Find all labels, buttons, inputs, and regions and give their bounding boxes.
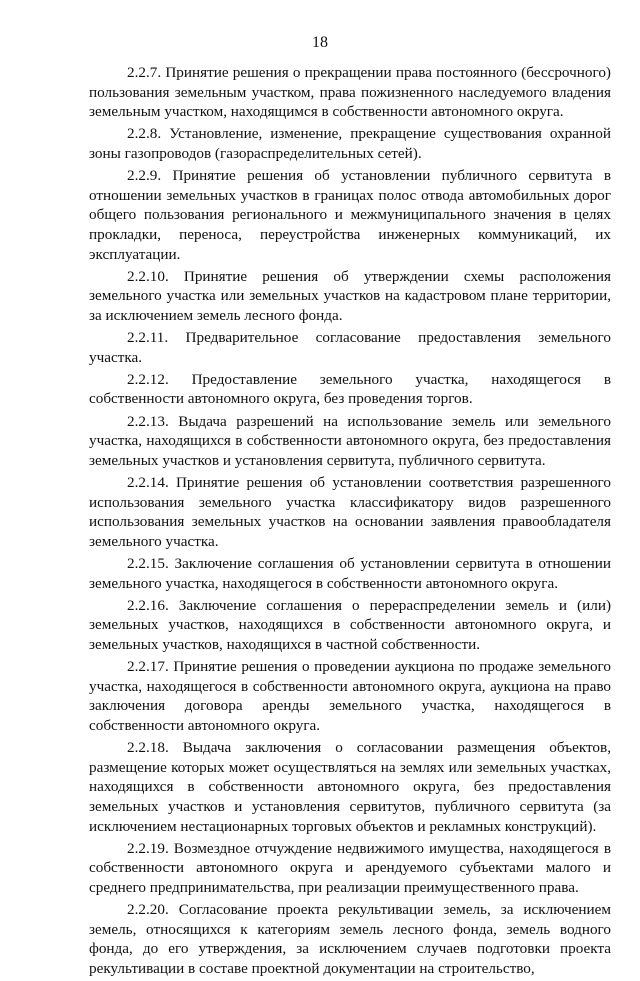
paragraph-2-2-12: 2.2.12. Предоставление земельного участка, находящегося в собственности автономного округа, без проведения торгов. — [89, 370, 611, 408]
paragraph-2-2-13: 2.2.13. Выдача разрешений на использование земель или земельного участка, находящихся в собственности автономного округа, без предоставления земельных участков и установления сервитута, публичного сервитута. — [89, 412, 611, 469]
document-body — [89, 63, 611, 981]
paragraph-2-2-19: 2.2.19. Возмездное отчуждение недвижимого имущества, находящегося в собственности автономного округа и арендуемого субъектами малого и среднего предпринимательства, при реализации преимущественного права. — [89, 839, 611, 896]
paragraph-2-2-18: 2.2.18. Выдача заключения о согласовании размещения объектов, размещение которых может осуществляться на землях или земельных участках, находящихся в собственности автономного округа, без предоставления земельных участков и установления сервитутов, публичного сервитута (за исключением нестационарных торговых объектов и рекламных конструкций). — [89, 739, 611, 835]
paragraph-2-2-14: 2.2.14. Принятие решения об установлении соответствия разрешенного использования земельного участка классификатору видов разрешенного использования земельных участков на основании заявления правообладателя земельного участка. — [89, 474, 611, 550]
paragraph-2-2-10: 2.2.10. Принятие решения об утверждении схемы расположения земельного участка или земельных участков на кадастровом плане территории, за исключением земель лесного фонда. — [89, 267, 611, 324]
paragraph-2-2-7: 2.2.7. Принятие решения о прекращении права постоянного (бессрочного) пользования земельным участком, права пожизненного наследуемого владения земельным участком, находящимся в собственности автономного округа. — [89, 64, 611, 121]
paragraph-2-2-9: 2.2.9. Принятие решения об установлении публичного сервитута в отношении земельных участков в границах полос отвода автомобильных дорог общего пользования регионального и межмуниципального значения в целях прокладки, переноса, переустройства инженерных коммуникаций, их эксплуатации. — [89, 167, 611, 263]
page-number: 18 — [312, 34, 328, 51]
paragraph-2-2-11: 2.2.11. Предварительное согласование предоставления земельного участка. — [89, 329, 611, 366]
paragraph-2-2-15: 2.2.15. Заключение соглашения об установлении сервитута в отношении земельного участка, находящегося в собственности автономного округа. — [89, 555, 611, 592]
paragraph-2-2-20: 2.2.20. Согласование проекта рекультивации земель, за исключением земель, относящихся к категориям земель лесного фонда, земель водного фонда, до его утверждения, за исключением случаев подготовки проекта рекультивации в составе проектной документации на строительство, — [89, 901, 611, 977]
paragraph-2-2-8: 2.2.8. Установление, изменение, прекращение существования охранной зоны газопроводов (газораспределительных сетей). — [89, 125, 611, 162]
paragraph-2-2-16: 2.2.16. Заключение соглашения о перераспределении земель и (или) земельных участков, находящихся в собственности автономного округа, и земельных участков, находящихся в частной собственности. — [89, 596, 611, 653]
paragraph-2-2-17: 2.2.17. Принятие решения о проведении аукциона по продаже земельного участка, находящегося в собственности автономного округа, аукциона на право заключения договора аренды земельного участка, находящегося в собственности автономного округа. — [89, 658, 611, 734]
